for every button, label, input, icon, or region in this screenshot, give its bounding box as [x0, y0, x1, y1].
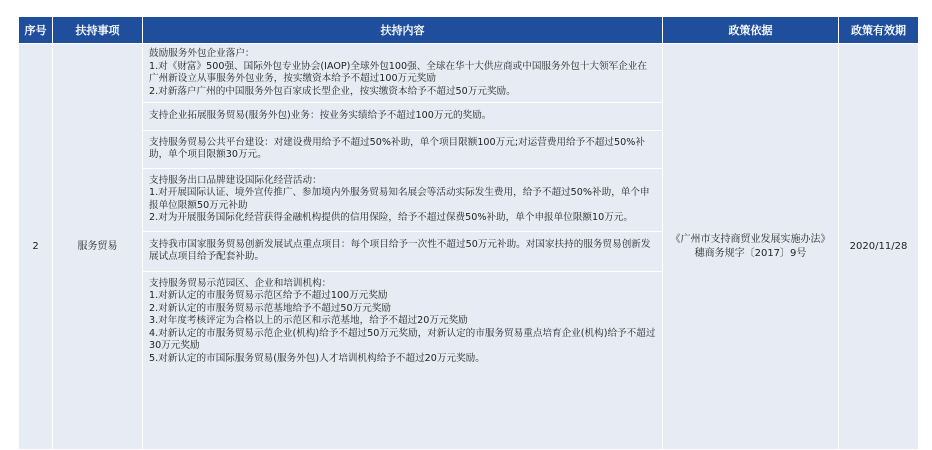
- content-line: 2.对新落户广州的中国服务外包百家成长型企业，按实缴资本给予不超过50万元奖励。: [149, 85, 516, 97]
- content-line: 支持服务贸易公共平台建设：对建设费用给予不超过50%补助，单个项目限额100万元;对运营费用给予不超过50%补助，单个项目限额30万元。: [149, 136, 645, 160]
- row-no: 2: [19, 44, 53, 450]
- policy-table: [18, 16, 919, 450]
- content-cell: [143, 44, 663, 450]
- content-line: 支持服务出口品牌建设国际化经营活动：: [149, 174, 322, 186]
- content-line: 支持企业拓展服务贸易(服务外包)业务：按业务实绩给予不超过100万元的奖励。: [149, 110, 492, 121]
- content-line: 1.对新认定的市服务贸易示范区给予不超过100万元奖励: [149, 290, 388, 301]
- content-block: [143, 231, 662, 271]
- header-basis: 政策依据: [663, 17, 839, 44]
- content-line: 4.对新认定的市服务贸易示范企业(机构)给予不超过50万元奖励，对新认定的市服务贸易重点培育企业(机构)给予不超过30万元奖励: [149, 327, 656, 351]
- header-content: 扶持内容: [143, 17, 663, 44]
- content-line: 2.对为开展服务国际化经营获得金融机构提供的信用保险，给予不超过保费50%补助，单个申报单位限额10万元。: [149, 212, 633, 223]
- content-block: [143, 168, 662, 231]
- row-valid: 2020/11/28: [839, 44, 919, 450]
- content-block: [143, 44, 662, 102]
- content-line: 1.对开展国际认证、境外宣传推广、参加境内外服务贸易知名展会等活动实际发生费用，给予不超过50%补助，单个申报单位限额50万元补助: [149, 187, 650, 211]
- header-item: 扶持事项: [53, 17, 143, 44]
- content-line: 支持我市国家服务贸易创新发展试点重点项目：每个项目给予一次性不超过50万元补助。对国家扶持的服务贸易创新发展试点项目给予配套补助。: [149, 238, 651, 262]
- header-row: [19, 17, 919, 44]
- row-item: 服务贸易: [53, 44, 143, 450]
- header-valid: 政策有效期: [839, 17, 919, 44]
- content-line: 5.对新认定的市国际服务贸易(服务外包)人才培训机构给予不超过20万元奖励。: [149, 352, 485, 364]
- header-no: 序号: [19, 17, 53, 44]
- content-line: 2.对新认定的市服务贸易示范基地给予不超过50万元奖励: [149, 302, 392, 314]
- content-line: 3.对年度考核评定为合格以上的示范区和示范基地，给予不超过20万元奖励: [149, 315, 468, 326]
- content-block: [143, 271, 662, 370]
- content-block: [143, 130, 662, 168]
- row-basis: 《广州市支持商贸业发展实施办法》穗商务规字〔2017〕9号: [663, 44, 839, 450]
- table-row: [19, 44, 919, 450]
- content-line: 鼓励服务外包企业落户：: [149, 48, 255, 59]
- content-line: 1.对《财富》500强、国际外包专业协会(IAOP)全球外包100强、全球在华十大供应商或中国服务外包十大领军企业在广州新设立从事服务外包业务，按实缴资本给予不超过100万元奖励: [149, 60, 647, 84]
- content-block: [143, 102, 662, 130]
- content-line: 支持服务贸易示范园区、企业和培训机构：: [149, 277, 332, 289]
